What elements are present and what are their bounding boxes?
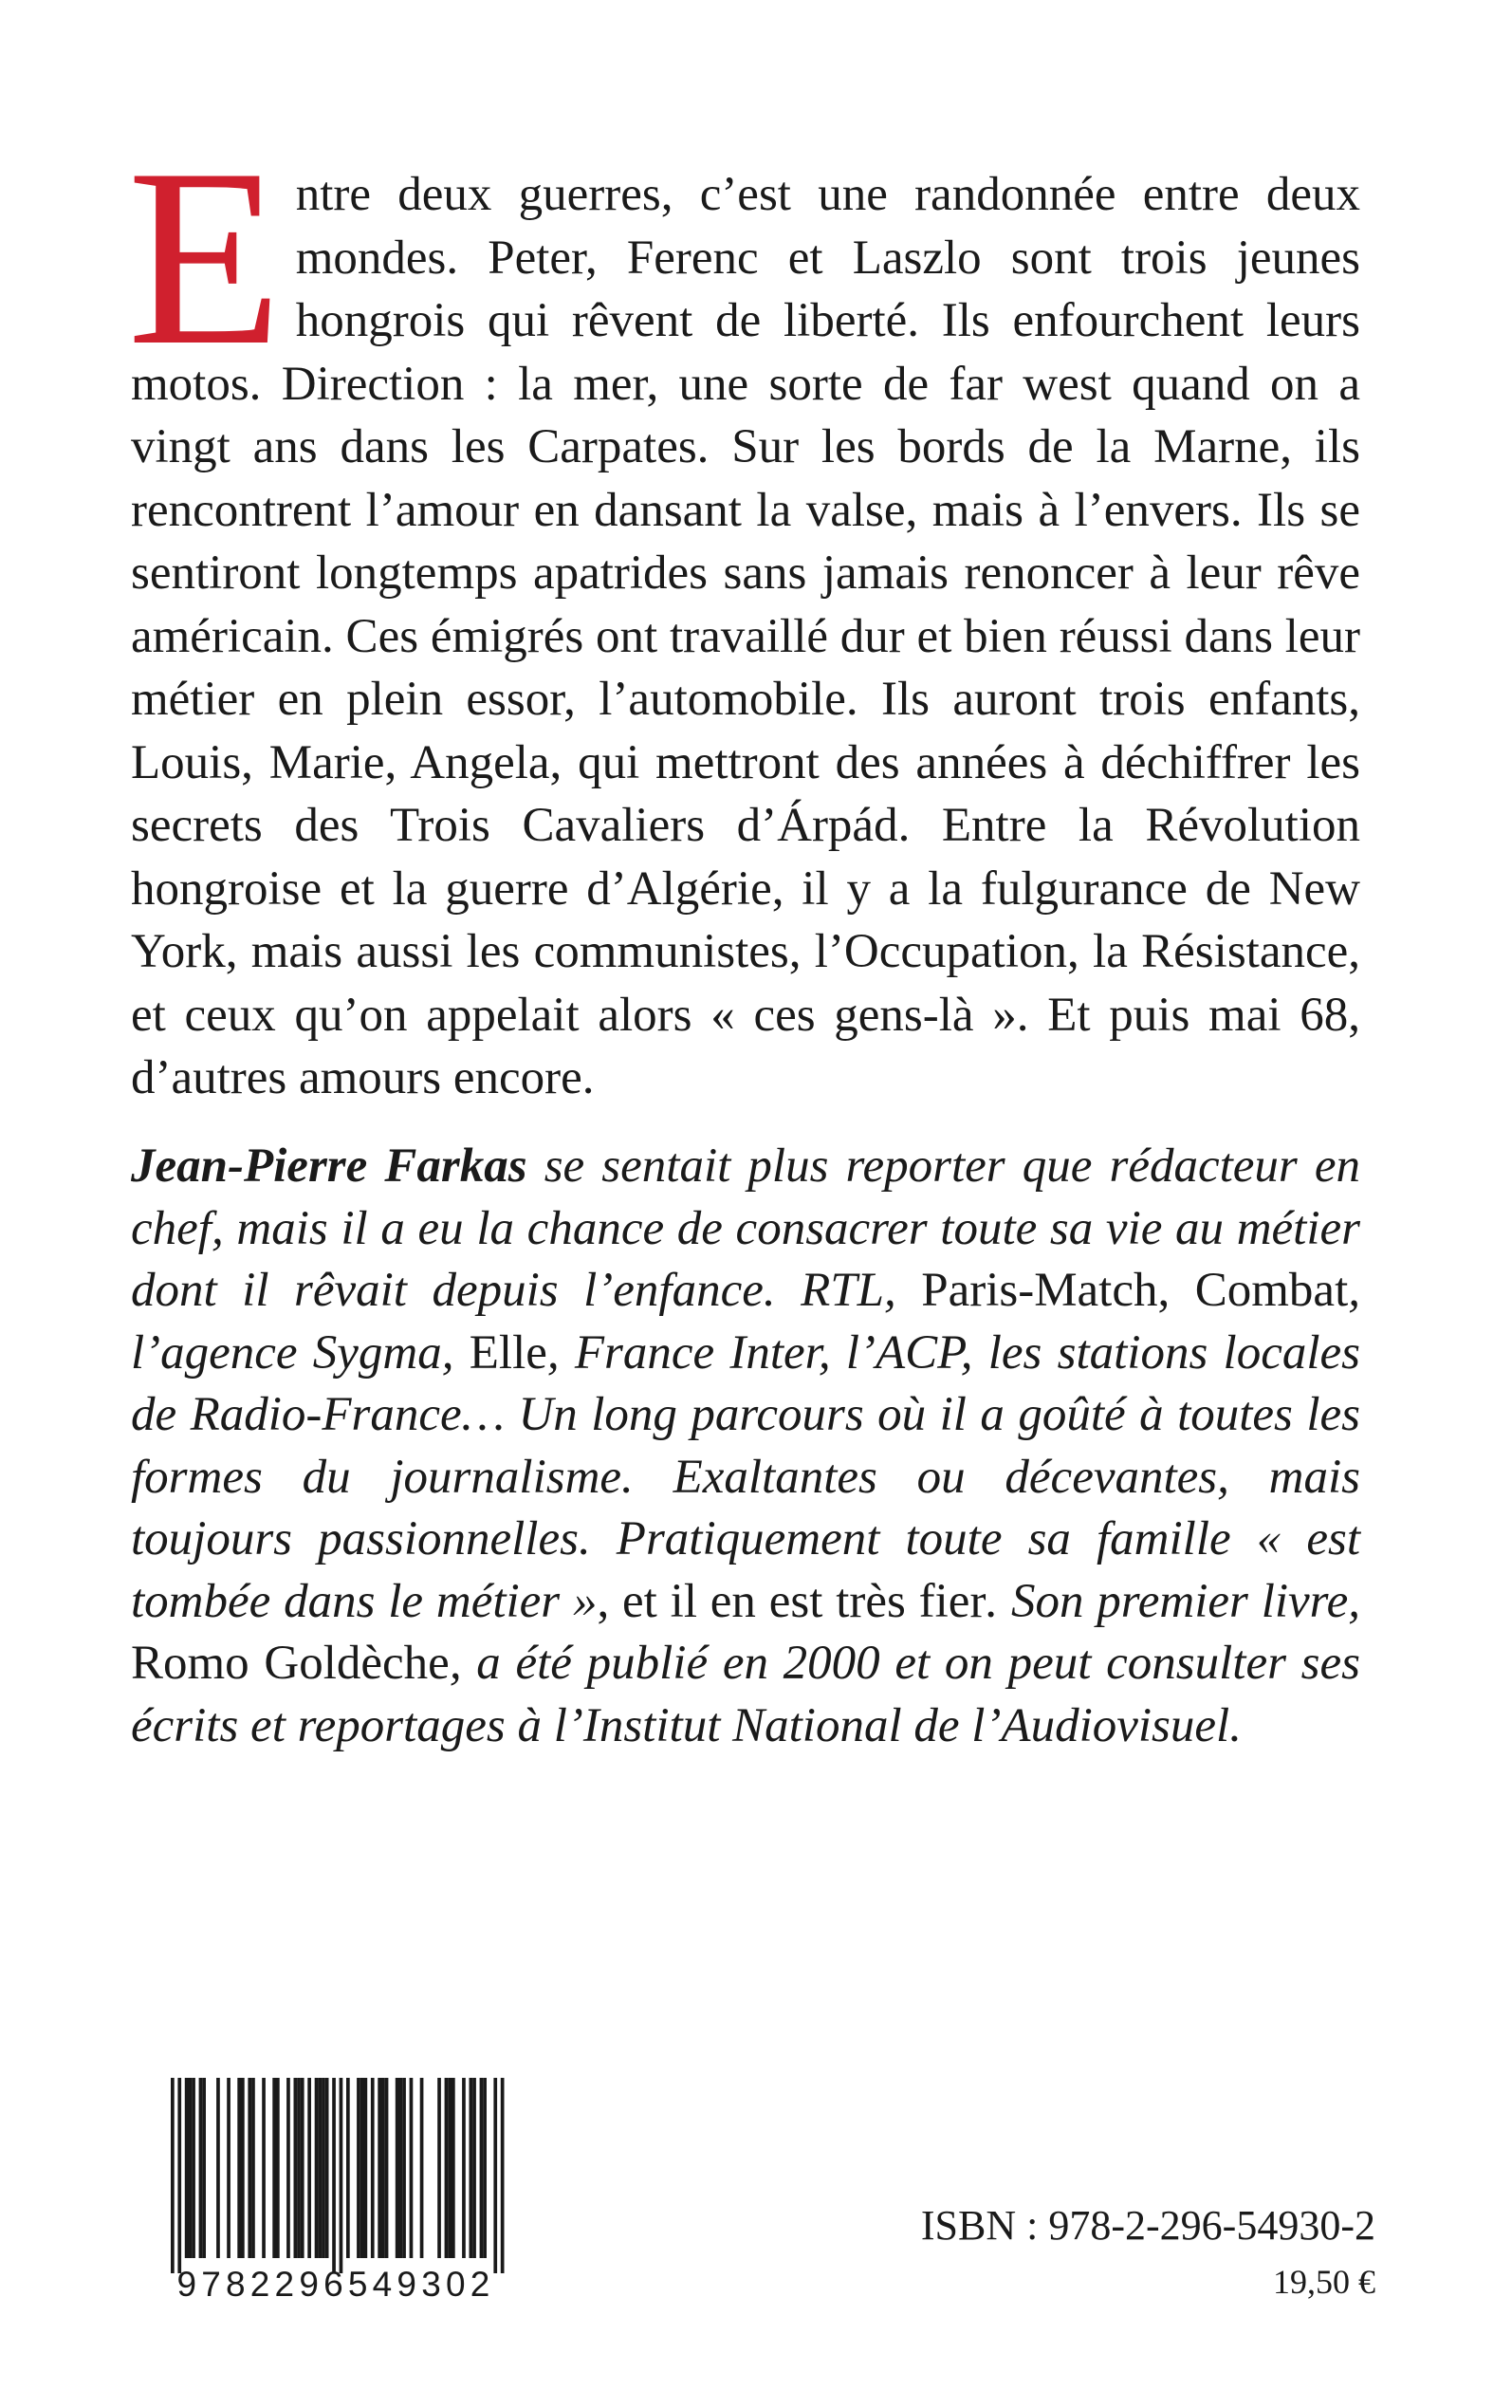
barcode-bar (301, 2078, 304, 2258)
bio-first-book: Romo Goldèche (131, 1637, 450, 1690)
barcode-bar (241, 2078, 245, 2258)
barcode-bar (445, 2078, 449, 2258)
barcode-bar (315, 2078, 319, 2258)
barcode-bars (171, 2078, 505, 2273)
barcode-bar (216, 2078, 220, 2258)
barcode-bar (410, 2078, 414, 2258)
price: 19,50 € (1273, 2263, 1375, 2301)
bio-separator: , (1157, 1264, 1195, 1317)
barcode-bar (276, 2078, 280, 2258)
barcode-bar (452, 2078, 455, 2258)
barcode-bar (340, 2078, 343, 2273)
bio-paris-match: Paris-Match (921, 1264, 1158, 1317)
bio-text-6: , a été publié en 2000 et on peut consulter ses écrits et reportages à l’Institut National de l’Audiovisuel. (131, 1637, 1360, 1752)
barcode-bar (185, 2078, 189, 2258)
barcode-digits: 9782296549302 (176, 2265, 495, 2304)
barcode-bar (199, 2078, 203, 2258)
barcode-bar (332, 2078, 336, 2273)
barcode-bar (297, 2078, 301, 2258)
barcode-bar (493, 2078, 497, 2273)
bio-text-4: , et il en est très fier (597, 1574, 986, 1628)
drop-cap: E (127, 116, 283, 398)
author-bio (131, 1136, 1360, 1757)
barcode-bar (346, 2078, 350, 2258)
barcode-bar (470, 2078, 473, 2258)
bio-elle: Elle (469, 1325, 547, 1380)
barcode-bar (399, 2078, 403, 2258)
barcode-bar (171, 2078, 175, 2273)
author-name: Jean-Pierre Farkas (131, 1139, 527, 1193)
barcode-bar (378, 2078, 381, 2258)
barcode-bar (325, 2078, 329, 2258)
barcode-bar (248, 2078, 251, 2258)
bio-text-1: se sentait plus reporter que rédacteur en chef, mais il a eu la chance de consacrer toute sa vie au métier dont il rêvait depuis l’enfance. RTL, (131, 1139, 1360, 1317)
barcode-bar (237, 2078, 241, 2258)
barcode-bar (448, 2078, 452, 2258)
isbn: ISBN : 978-2-296-54930-2 (920, 2202, 1375, 2249)
bio-text-5: . Son premier livre, (986, 1574, 1361, 1628)
barcode-bar (396, 2078, 399, 2258)
barcode-bar (307, 2078, 311, 2258)
barcode-bar (357, 2078, 360, 2258)
barcode-bar (371, 2078, 375, 2258)
barcode-bar (227, 2078, 230, 2258)
barcode-bar (322, 2078, 325, 2258)
barcode-bar (177, 2078, 181, 2273)
bio-text-3: , France Inter, l’ACP, les stations locales de Radio-France… Un long parcours où il a goûté à toutes les formes du journalisme. Exaltantes ou décevantes, mais toujours passionnelles. Pratiquement toute sa famille « est tombée dans le métier » (131, 1325, 1360, 1628)
barcode-bar (286, 2078, 290, 2258)
barcode-bar (251, 2078, 255, 2258)
barcode-bar (462, 2078, 466, 2258)
barcode-bar (318, 2078, 322, 2258)
summary-text: ntre deux guerres, c’est une randonnée entre deux mondes. Peter, Ferenc et Laszlo sont trois jeunes hongrois qui rêvent de liberté. Ils enfourchent leurs motos. Direction : la mer, une sorte de far west quand on a vingt ans dans les Carpates. Sur les bords de la Marne, ils rencontrent l’amour en dansant la valse, mais à l’envers. Ils se sentiront longtemps apatrides sans jamais renoncer à leur rêve américain. Ces émigrés ont travaillé dur et bien réussi dans leur métier en plein essor, l’automobile. Ils auront trois enfants, Louis, Marie, Angela, qui mettront des années à déchiffrer les secrets des Trois Cavaliers d’Árpád. Entre la Révolution hongroise et la guerre d’Algérie, il y a la fulgurance de New York, mais aussi les communistes, l’Occupation, la Résistance, et ceux qu’on appelait alors « ces gens-là ». Et puis mai 68, d’autres amours encore. (131, 168, 1360, 1104)
barcode-bar (360, 2078, 364, 2258)
bio-combat: Combat (1194, 1264, 1349, 1317)
barcode-bar (480, 2078, 484, 2258)
barcode-bar (364, 2078, 368, 2258)
barcode-bar (483, 2078, 487, 2258)
book-summary (127, 116, 1360, 1110)
barcode-bar (420, 2078, 424, 2258)
bio-text-2: , l’agence Sygma, (131, 1264, 1360, 1380)
barcode-bar (472, 2078, 476, 2258)
barcode-bar (501, 2078, 505, 2273)
barcode (157, 2078, 516, 2304)
barcode-bar (202, 2078, 206, 2258)
barcode-bar (262, 2078, 266, 2258)
barcode-bar (189, 2078, 193, 2258)
barcode-bar (437, 2078, 441, 2258)
barcode-bar (272, 2078, 276, 2258)
barcode-bar (402, 2078, 406, 2258)
barcode-bar (192, 2078, 195, 2258)
barcode-bar (294, 2078, 298, 2258)
barcode-bar (385, 2078, 389, 2258)
barcode-bar (381, 2078, 385, 2258)
